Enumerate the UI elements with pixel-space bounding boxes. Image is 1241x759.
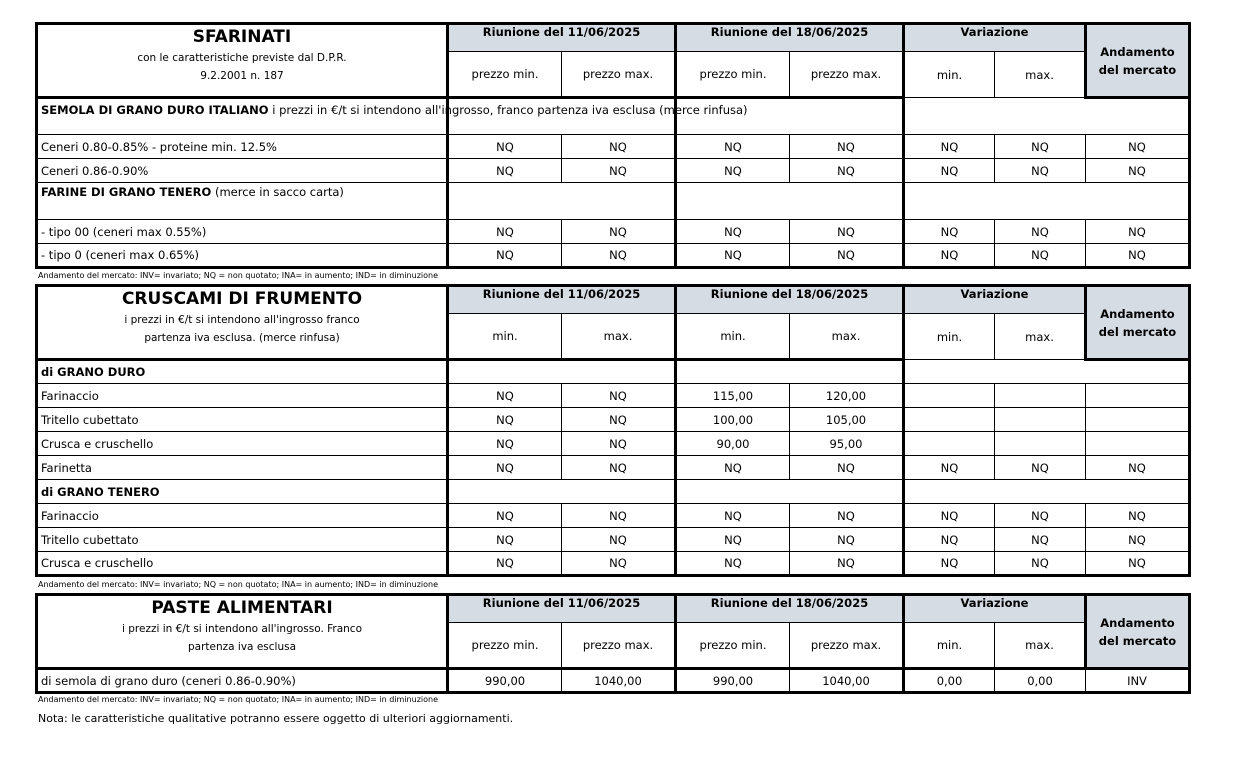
cell <box>1086 432 1190 456</box>
cruscami-col-3: min. <box>676 314 790 360</box>
cell: NQ <box>1086 135 1190 159</box>
cell <box>904 384 995 408</box>
empty-cell <box>904 360 1190 384</box>
cell: NQ <box>904 528 995 552</box>
sfarinati-group-farine <box>37 183 448 220</box>
table-row <box>37 432 1190 456</box>
legend-2: Andamento del mercato: INV= invariato; NQ = non quotato; INA= in aumento; IND= in diminuzione <box>38 580 438 589</box>
cell: 0,00 <box>995 669 1086 693</box>
cell: NQ <box>676 552 790 576</box>
cell: NQ <box>562 220 676 244</box>
cell: 1040,00 <box>562 669 676 693</box>
cell: NQ <box>995 456 1086 480</box>
cruscami-group-duro <box>37 360 448 384</box>
table-row <box>37 552 1190 576</box>
paste-table <box>35 593 1191 694</box>
cruscami-subtitle-1: i prezzi in €/t si intendono all'ingrosso franco <box>124 314 360 326</box>
cell: NQ <box>448 244 562 268</box>
cell <box>995 408 1086 432</box>
sfarinati-col-3: prezzo min. <box>676 52 790 98</box>
cell: NQ <box>562 504 676 528</box>
paste-col-5: min. <box>904 623 995 669</box>
cell: NQ <box>562 159 676 183</box>
cruscami-col-1: min. <box>448 314 562 360</box>
cell: NQ <box>676 244 790 268</box>
row-label: Farinetta <box>37 456 448 480</box>
table-row <box>37 408 1190 432</box>
cruscami-col-4: max. <box>790 314 904 360</box>
paste-col-2: prezzo max. <box>562 623 676 669</box>
empty-cell <box>448 360 676 384</box>
row-label: Ceneri 0.80-0.85% - proteine min. 12.5% <box>37 135 448 159</box>
sfarinati-title-cell <box>37 24 448 98</box>
table-row <box>37 384 1190 408</box>
cell: NQ <box>904 504 995 528</box>
cell: NQ <box>676 528 790 552</box>
table-row <box>37 504 1190 528</box>
cell: NQ <box>1086 504 1190 528</box>
paste-riunione-2: Riunione del 18/06/2025 <box>676 595 904 623</box>
cell: NQ <box>562 552 676 576</box>
cruscami-col-5: min. <box>904 314 995 360</box>
cell: NQ <box>995 244 1086 268</box>
cruscami-andamento: Andamento del mercato <box>1086 286 1190 360</box>
empty-cell <box>448 480 676 504</box>
table-row <box>37 135 1190 159</box>
cruscami-table <box>35 284 1191 577</box>
empty-cell <box>904 183 1190 220</box>
cell: 1040,00 <box>790 669 904 693</box>
cell: NQ <box>448 408 562 432</box>
row-label: Crusca e cruschello <box>37 552 448 576</box>
empty-cell <box>676 183 904 220</box>
cell <box>1086 408 1190 432</box>
cell: NQ <box>448 504 562 528</box>
footnote: Nota: le caratteristiche qualitative potranno essere oggetto di ulteriori aggiornamenti. <box>38 712 514 725</box>
cell: NQ <box>676 504 790 528</box>
cell: NQ <box>1086 159 1190 183</box>
cell: NQ <box>790 528 904 552</box>
cruscami-group-tenero-label: di GRANO TENERO <box>41 484 160 499</box>
sfarinati-col-2: prezzo max. <box>562 52 676 98</box>
row-label: Tritello cubettato <box>37 408 448 432</box>
cell: INV <box>1086 669 1190 693</box>
paste-col-3: prezzo min. <box>676 623 790 669</box>
sfarinati-title: SFARINATI <box>192 27 292 47</box>
paste-subtitle-2: partenza iva esclusa <box>187 641 296 653</box>
sfarinati-group-semola-bold: SEMOLA DI GRANO DURO ITALIANO <box>41 103 269 117</box>
paste-subtitle-1: i prezzi in €/t si intendono all'ingrosso. Franco <box>122 623 362 635</box>
cell: NQ <box>790 159 904 183</box>
paste-section <box>35 593 1191 694</box>
paste-variazione: Variazione <box>904 595 1086 623</box>
cell: NQ <box>562 408 676 432</box>
cell: NQ <box>904 220 995 244</box>
cruscami-variazione: Variazione <box>904 286 1086 314</box>
paste-col-1: prezzo min. <box>448 623 562 669</box>
cell: NQ <box>904 456 995 480</box>
cell: 120,00 <box>790 384 904 408</box>
row-label: di semola di grano duro (ceneri 0.86-0.90%) <box>37 669 448 693</box>
sfarinati-variazione: Variazione <box>904 24 1086 52</box>
legend-1: Andamento del mercato: INV= invariato; NQ = non quotato; INA= in aumento; IND= in diminuzione <box>38 271 438 280</box>
sfarinati-subtitle-2: 9.2.2001 n. 187 <box>200 70 284 82</box>
cell: NQ <box>448 456 562 480</box>
cell: NQ <box>562 456 676 480</box>
sfarinati-riunione-2: Riunione del 18/06/2025 <box>676 24 904 52</box>
cell: NQ <box>562 384 676 408</box>
row-label: Farinaccio <box>37 384 448 408</box>
cell: NQ <box>1086 220 1190 244</box>
cell: NQ <box>904 135 995 159</box>
cruscami-col-6: max. <box>995 314 1086 360</box>
cruscami-subtitle-2: partenza iva esclusa. (merce rinfusa) <box>144 332 340 344</box>
cell: NQ <box>995 504 1086 528</box>
cell: NQ <box>1086 528 1190 552</box>
sfarinati-col-5: min. <box>904 52 995 98</box>
row-label: - tipo 00 (ceneri max 0.55%) <box>37 220 448 244</box>
sfarinati-col-1: prezzo min. <box>448 52 562 98</box>
cell: NQ <box>1086 244 1190 268</box>
row-label: Tritello cubettato <box>37 528 448 552</box>
cell: 990,00 <box>448 669 562 693</box>
cruscami-section <box>35 284 1191 577</box>
sfarinati-col-6: max. <box>995 52 1086 98</box>
cell: 95,00 <box>790 432 904 456</box>
paste-andamento: Andamento del mercato <box>1086 595 1190 669</box>
cell: 105,00 <box>790 408 904 432</box>
cell: NQ <box>1086 552 1190 576</box>
cell: NQ <box>995 159 1086 183</box>
cell: NQ <box>790 456 904 480</box>
cell: NQ <box>790 220 904 244</box>
cell: NQ <box>995 220 1086 244</box>
cell: NQ <box>562 244 676 268</box>
cell: NQ <box>790 552 904 576</box>
cell <box>904 432 995 456</box>
cell: NQ <box>448 220 562 244</box>
cruscami-riunione-1: Riunione del 11/06/2025 <box>448 286 676 314</box>
paste-title-cell <box>37 595 448 669</box>
cell: 100,00 <box>676 408 790 432</box>
row-label: Crusca e cruschello <box>37 432 448 456</box>
table-row <box>37 528 1190 552</box>
cell <box>995 432 1086 456</box>
sfarinati-table <box>35 22 1191 269</box>
cell: 115,00 <box>676 384 790 408</box>
cell: NQ <box>562 432 676 456</box>
cruscami-col-2: max. <box>562 314 676 360</box>
table-row <box>37 220 1190 244</box>
cell: NQ <box>448 432 562 456</box>
cruscami-title: CRUSCAMI DI FRUMENTO <box>121 289 363 309</box>
cell <box>995 384 1086 408</box>
cell: NQ <box>676 456 790 480</box>
cruscami-title-cell <box>37 286 448 360</box>
cell: NQ <box>1086 456 1190 480</box>
table-row <box>37 456 1190 480</box>
sfarinati-subtitle-1: con le caratteristiche previste dal D.P.R. <box>137 52 347 64</box>
cell: NQ <box>995 528 1086 552</box>
sfarinati-group-farine-rest: (merce in sacco carta) <box>211 185 344 199</box>
sfarinati-group-semola-rest: i prezzi in €/t si intendono all'ingrosso, franco partenza iva esclusa (merce rinfusa) <box>268 103 748 117</box>
sfarinati-col-4: prezzo max. <box>790 52 904 98</box>
cell: NQ <box>562 528 676 552</box>
cell: NQ <box>448 384 562 408</box>
cell: NQ <box>448 135 562 159</box>
paste-riunione-1: Riunione del 11/06/2025 <box>448 595 676 623</box>
cell: NQ <box>676 135 790 159</box>
cell: NQ <box>904 159 995 183</box>
sfarinati-andamento: Andamento del mercato <box>1086 24 1190 98</box>
cell: 0,00 <box>904 669 995 693</box>
empty-cell <box>676 480 904 504</box>
cell: NQ <box>448 552 562 576</box>
cruscami-group-tenero <box>37 480 448 504</box>
cell: NQ <box>790 504 904 528</box>
cell: NQ <box>676 220 790 244</box>
paste-col-6: max. <box>995 623 1086 669</box>
cell: NQ <box>904 552 995 576</box>
table-row <box>37 669 1190 693</box>
cell: 990,00 <box>676 669 790 693</box>
row-label: - tipo 0 (ceneri max 0.65%) <box>37 244 448 268</box>
paste-title: PASTE ALIMENTARI <box>151 598 333 618</box>
sfarinati-section <box>35 22 1191 269</box>
cell: NQ <box>995 135 1086 159</box>
cell: NQ <box>995 552 1086 576</box>
cell: NQ <box>790 244 904 268</box>
empty-cell <box>904 98 1190 135</box>
cruscami-riunione-2: Riunione del 18/06/2025 <box>676 286 904 314</box>
row-label: Farinaccio <box>37 504 448 528</box>
cell: NQ <box>790 135 904 159</box>
row-label: Ceneri 0.86-0.90% <box>37 159 448 183</box>
cell: NQ <box>904 244 995 268</box>
cell: 90,00 <box>676 432 790 456</box>
cell: NQ <box>448 159 562 183</box>
cell <box>904 408 995 432</box>
cell: NQ <box>448 528 562 552</box>
table-row <box>37 244 1190 268</box>
sfarinati-group-farine-bold: FARINE DI GRANO TENERO <box>41 185 212 199</box>
sfarinati-group-semola <box>37 98 748 135</box>
legend-3: Andamento del mercato: INV= invariato; NQ = non quotato; INA= in aumento; IND= in diminuzione <box>38 695 438 704</box>
cell: NQ <box>676 159 790 183</box>
cell <box>1086 384 1190 408</box>
cell: NQ <box>562 135 676 159</box>
empty-cell <box>448 183 676 220</box>
cruscami-group-duro-label: di GRANO DURO <box>41 365 146 379</box>
empty-cell <box>904 480 1190 504</box>
paste-col-4: prezzo max. <box>790 623 904 669</box>
sfarinati-riunione-1: Riunione del 11/06/2025 <box>448 24 676 52</box>
table-row <box>37 159 1190 183</box>
empty-cell <box>676 360 904 384</box>
